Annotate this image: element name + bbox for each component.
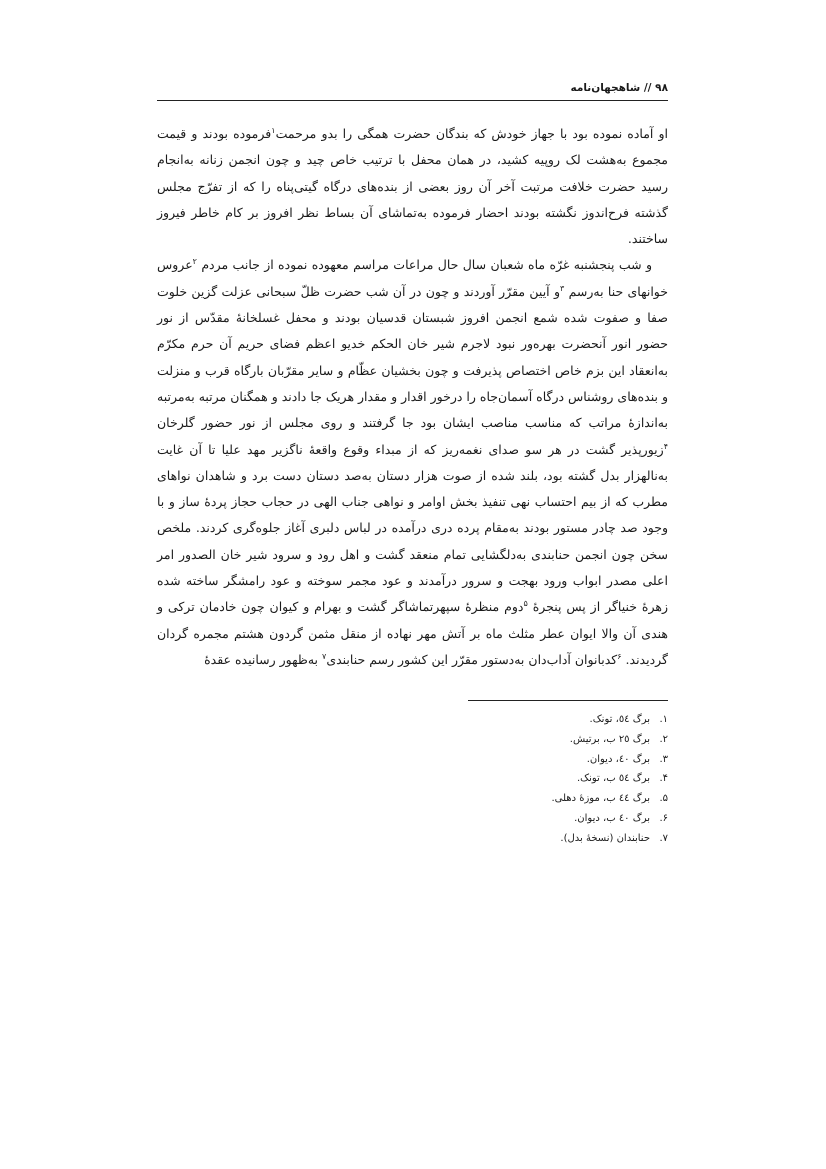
footnote-number: ۲. (659, 733, 668, 745)
footnote-number: ۱. (659, 714, 668, 725)
paragraph-1-part-a: او آماده نموده بود با جهاز خودش که بندگان حضرت همگی را بدو مرحمت (275, 126, 668, 141)
footnote-ref-3[interactable]: ۳ (559, 283, 565, 293)
paragraph-2 (157, 252, 668, 673)
main-text (157, 121, 668, 673)
footnote-ref-1[interactable]: ۱ (271, 125, 276, 135)
footnote-number: ۳. (659, 753, 668, 765)
paragraph-2-part-g: به‌ظهور رسانیده عقدهٔ (204, 651, 319, 667)
footnote-number: ۴. (659, 773, 668, 785)
paragraph-2-part-e: دوم منظرهٔ سپهرتماشاگر گشت و بهرام و کیوان چون خادمان ترکی و هندی آن والا ایوان عطر مثلث ماه بر آتش مهر نهاده از منقل مثمن گردون هشتم مجمره گردان گردیدند. (157, 599, 668, 667)
footnote-ref-6[interactable]: ۶ (617, 651, 622, 661)
footnote-text: برگ ٤٤ ب، موزهٔ دهلی. (551, 793, 650, 805)
footnote-text: حنابندان (نسخهٔ بدل). (560, 832, 650, 844)
footnote-text: برگ ٥٤، تونک. (589, 714, 650, 725)
paragraph-2-part-c: و آیین مقرّر آوردند و چون در آن شب حضرت ظلّ سبحانی عزلت گزین خلوت صفا و صفوت شده شمع انجمن افروز شبستان قدسیان بودند و محفل غسلخانهٔ مقدّس از نور حضور انور آنحضرت بهره‌ور نبود لاجرم شیر خان الحکم خدیو اعظم فضای حریم آن حرم مکرّم به‌انعقاد این بزم خاص اختصاص پذیرفت و چون بخشیان عظّام و سایر مقرّبان بارگاه قرب و منزلت و بنده‌های روشناس درگاه آسمان‌جاه را درخور اقدار و مقدار هریک جا دادند و همگنان مرتبه به‌مرتبه به‌اندازهٔ مراتب که مناسب مناصب ایشان بود جا گرفتند و روی مجلس از نور حضور گلرخان (157, 283, 668, 431)
paragraph-2-part-a: و شب پنجشنبه غرّه ماه شعبان سال حال مراعات مراسم معهوده نموده از جانب مردم (201, 257, 652, 273)
footnote-number: ۷. (659, 832, 668, 844)
paragraph-1 (157, 121, 668, 252)
footnote-text: برگ ۲٥ ب، برتیش. (569, 733, 650, 745)
footnote-item (400, 789, 668, 809)
footnote-item (400, 809, 668, 829)
footnote-item (400, 750, 668, 770)
footnote-number: ۵. (659, 793, 668, 805)
footnote-item (400, 710, 668, 730)
footnote-item (400, 829, 668, 849)
footnote-number: ۶. (659, 812, 668, 824)
footnote-ref-5[interactable]: ۵ (523, 599, 528, 609)
footnote-item (400, 730, 668, 750)
footnote-ref-7[interactable]: ۷ (322, 651, 327, 661)
paragraph-1-part-b: فرموده بودند و قیمت مجموع به‌هشت لک روپیه کشید، در همان محفل با ترتیب خاص چید و چون انجمن زنانه به‌انجام رسید حضرت خلافت مرتبت آخر آن روز بعضی از بنده‌های درگاه گیتی‌پناه را که از تفرّج مجلس گذشته فرح‌اندوز نگشته بودند احضار فرموده به‌تماشای آن بساط نظر افروز بر کام خاطر فیروز ساختند. (157, 126, 668, 247)
paragraph-2-part-f: کدبانوان آداب‌دان به‌دستور مقرّر این کشور رسم حنابندی (326, 651, 618, 667)
footnote-ref-2[interactable]: ۲ (192, 257, 197, 267)
footnote-ref-4[interactable]: ۴ (663, 441, 668, 451)
footnotes-list (400, 710, 668, 849)
footnote-text: برگ ٥٤ ب، تونک. (576, 773, 650, 785)
footnote-item (400, 769, 668, 789)
paragraph-2-part-d: زیورپذیر گشت در هر سو صدای نغمه‌ریز که از مبداء وقوع واقعهٔ ناگزیر مهد علیا تا آن غایت به‌نالهزار بدل گشته بود، بلند شده از صوت هزار دستان به‌صد دستان دست برد و شاهدان نواهای مطرب که از بیم احتساب نهی تنفیذ بخش اوامر و نواهی جناب الهی در حجاب حجاز پردهٔ ساز و با وجود صد چادر مستور بودند به‌مقام پرده دری درآمده در لباس دلبری آغاز جلوه‌گری کردند. ملخص سخن چون انجمن حنابندی به‌دلگشایی تمام منعقد گشت و اهل رود و سرود شیر خان الصدور امر اعلی مصدر ابواب ورود بهجت و سرور درآمدند و عود مجمر سوخته و عود رامشگر ساخته شده زهرهٔ خنیاگر از پس پنجرهٔ (157, 441, 668, 615)
running-header: ۹۸ // شاهجهان‌نامه (157, 78, 668, 101)
footnote-text: برگ ٤۰ ب، دیوان. (574, 812, 650, 824)
footnote-separator (468, 700, 668, 701)
footnote-text: برگ ٤۰، دیوان. (586, 753, 650, 765)
paragraph-2-part-b: عروس خوانهای حنا به‌رسم (157, 257, 668, 299)
